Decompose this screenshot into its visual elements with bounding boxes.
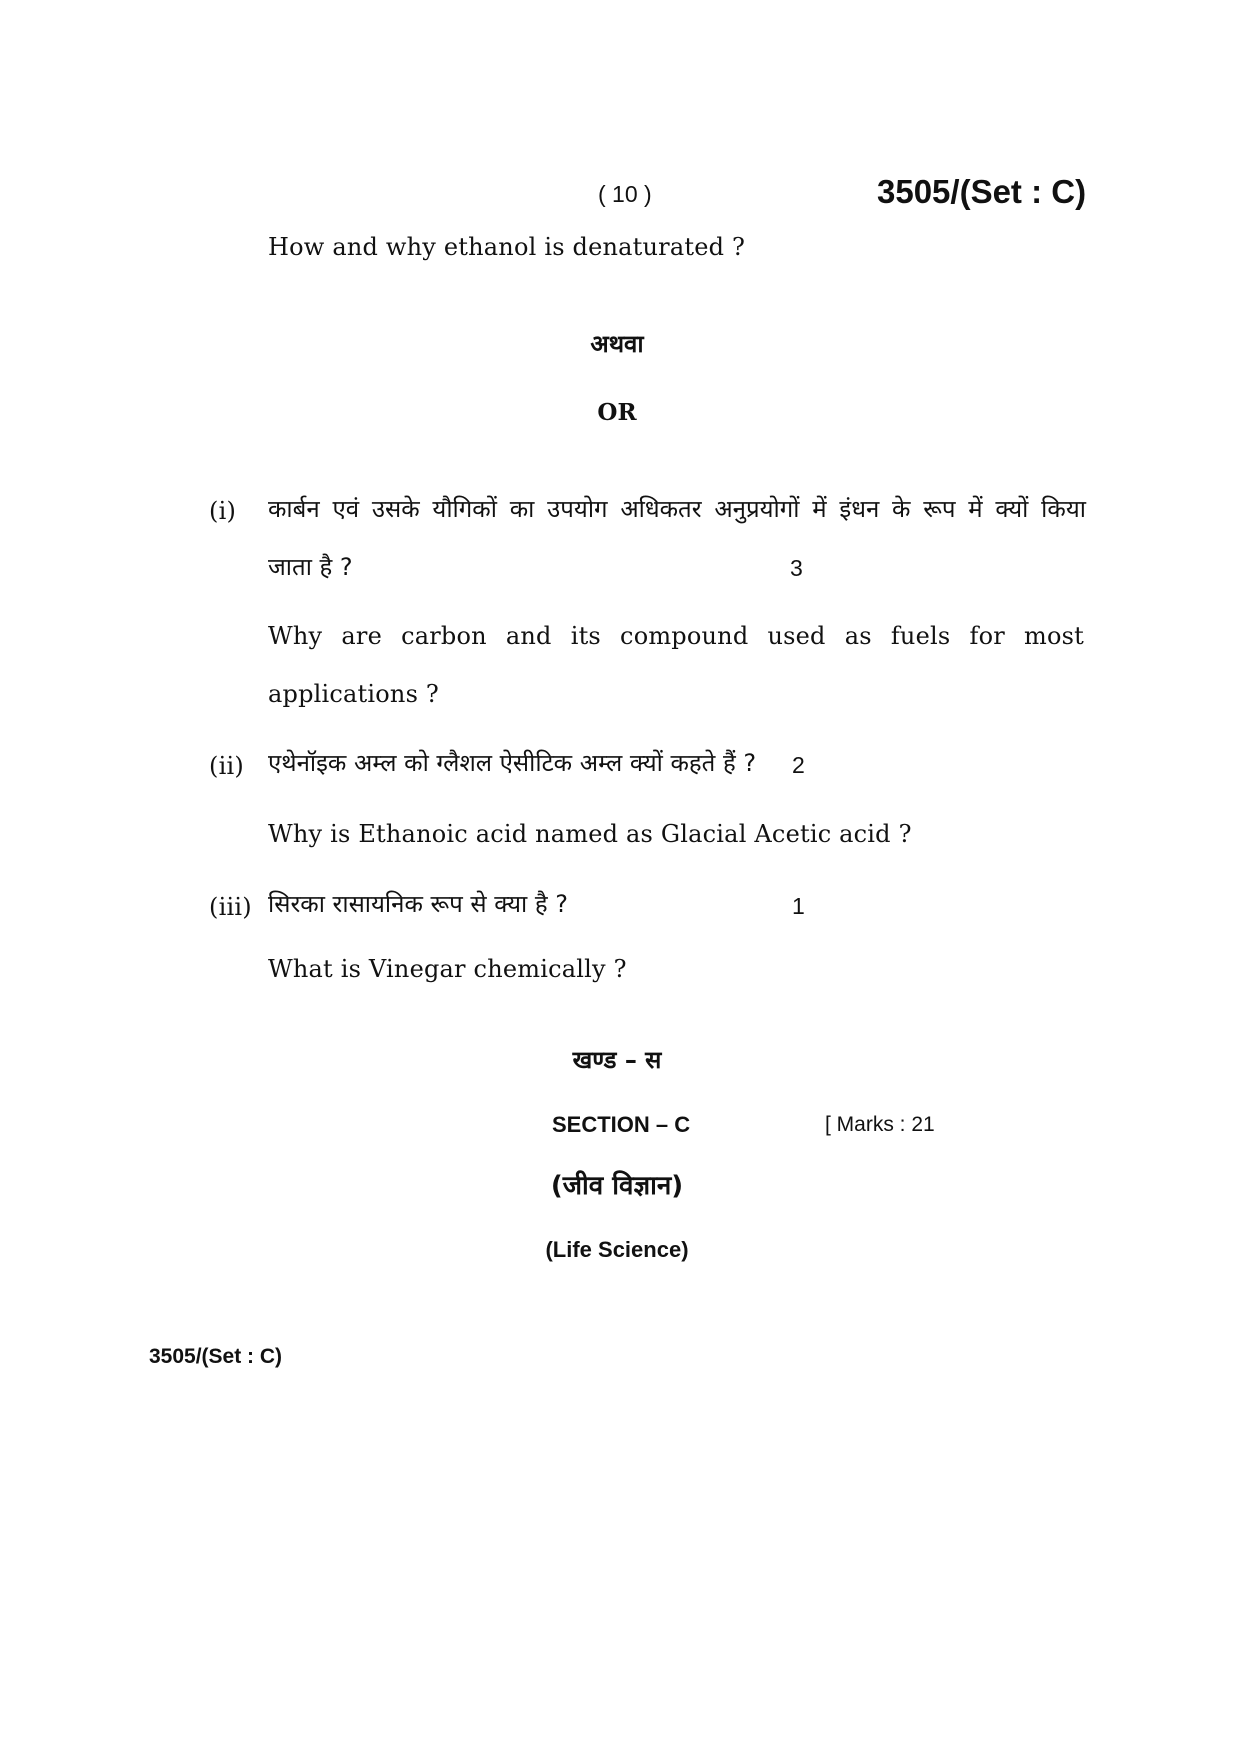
word: Why <box>268 622 323 650</box>
word: most <box>1023 622 1084 650</box>
subquestion-label: (iii) <box>209 893 252 921</box>
word: क्यों <box>995 495 1029 523</box>
subquestion-label: (i) <box>209 497 237 525</box>
page-number: ( 10 ) <box>598 181 652 207</box>
subquestion-label: (ii) <box>209 752 244 780</box>
or-english: OR <box>597 399 637 426</box>
word: अनुप्रयोगों <box>714 495 800 523</box>
subject-english: (Life Science) <box>545 1237 689 1262</box>
word: for <box>969 622 1005 650</box>
question-english: How and why ethanol is denaturated ? <box>268 233 746 261</box>
subquestion-2-english: Why is Ethanoic acid named as Glacial Acetic acid ? <box>268 820 912 848</box>
word: and <box>505 622 552 650</box>
word: fuels <box>890 622 951 650</box>
word: रूप <box>923 495 956 523</box>
marks-value: 3 <box>790 555 803 581</box>
word: इंधन <box>839 495 880 523</box>
word: as <box>844 622 872 650</box>
subquestion-1-hindi-line2: जाता है ? <box>268 553 353 581</box>
paper-code-footer: 3505/(Set : C) <box>149 1345 283 1368</box>
word: are <box>341 622 382 650</box>
marks-value: 2 <box>792 752 805 778</box>
word: के <box>892 495 911 523</box>
word: किया <box>1041 495 1086 523</box>
word: एवं <box>332 495 360 523</box>
subquestion-1-hindi-line1 <box>268 492 1086 525</box>
subject-hindi: (जीव विज्ञान) <box>550 1171 684 1201</box>
subquestion-3-english: What is Vinegar chemically ? <box>268 955 627 983</box>
section-marks: [ Marks : 21 <box>825 1113 935 1136</box>
word: अधिकतर <box>620 495 702 523</box>
section-title-english: SECTION – C <box>552 1112 691 1137</box>
or-hindi: अथवा <box>590 330 644 358</box>
word: उपयोग <box>547 495 608 523</box>
word: में <box>812 495 827 523</box>
subquestion-3-hindi: सिरका रासायनिक रूप से क्या है ? <box>268 890 568 918</box>
word: कार्बन <box>268 495 320 523</box>
word: used <box>767 622 826 650</box>
section-title-hindi: खण्ड – स <box>572 1046 662 1074</box>
word: का <box>509 495 535 523</box>
subquestion-2-hindi: एथेनॉइक अम्ल को ग्लैशल ऐसीटिक अम्ल क्यों कहते हैं ? <box>268 749 757 777</box>
word: यौगिकों <box>432 495 497 523</box>
word: में <box>968 495 983 523</box>
marks-value: 1 <box>792 893 805 919</box>
subquestion-1-english-line2: applications ? <box>268 680 439 708</box>
subquestion-1-english-line1 <box>268 622 1084 650</box>
word: its <box>570 622 601 650</box>
word: carbon <box>401 622 487 650</box>
word: compound <box>620 622 749 650</box>
paper-code-header: 3505/(Set : C) <box>877 173 1087 210</box>
word: उसके <box>371 495 420 523</box>
